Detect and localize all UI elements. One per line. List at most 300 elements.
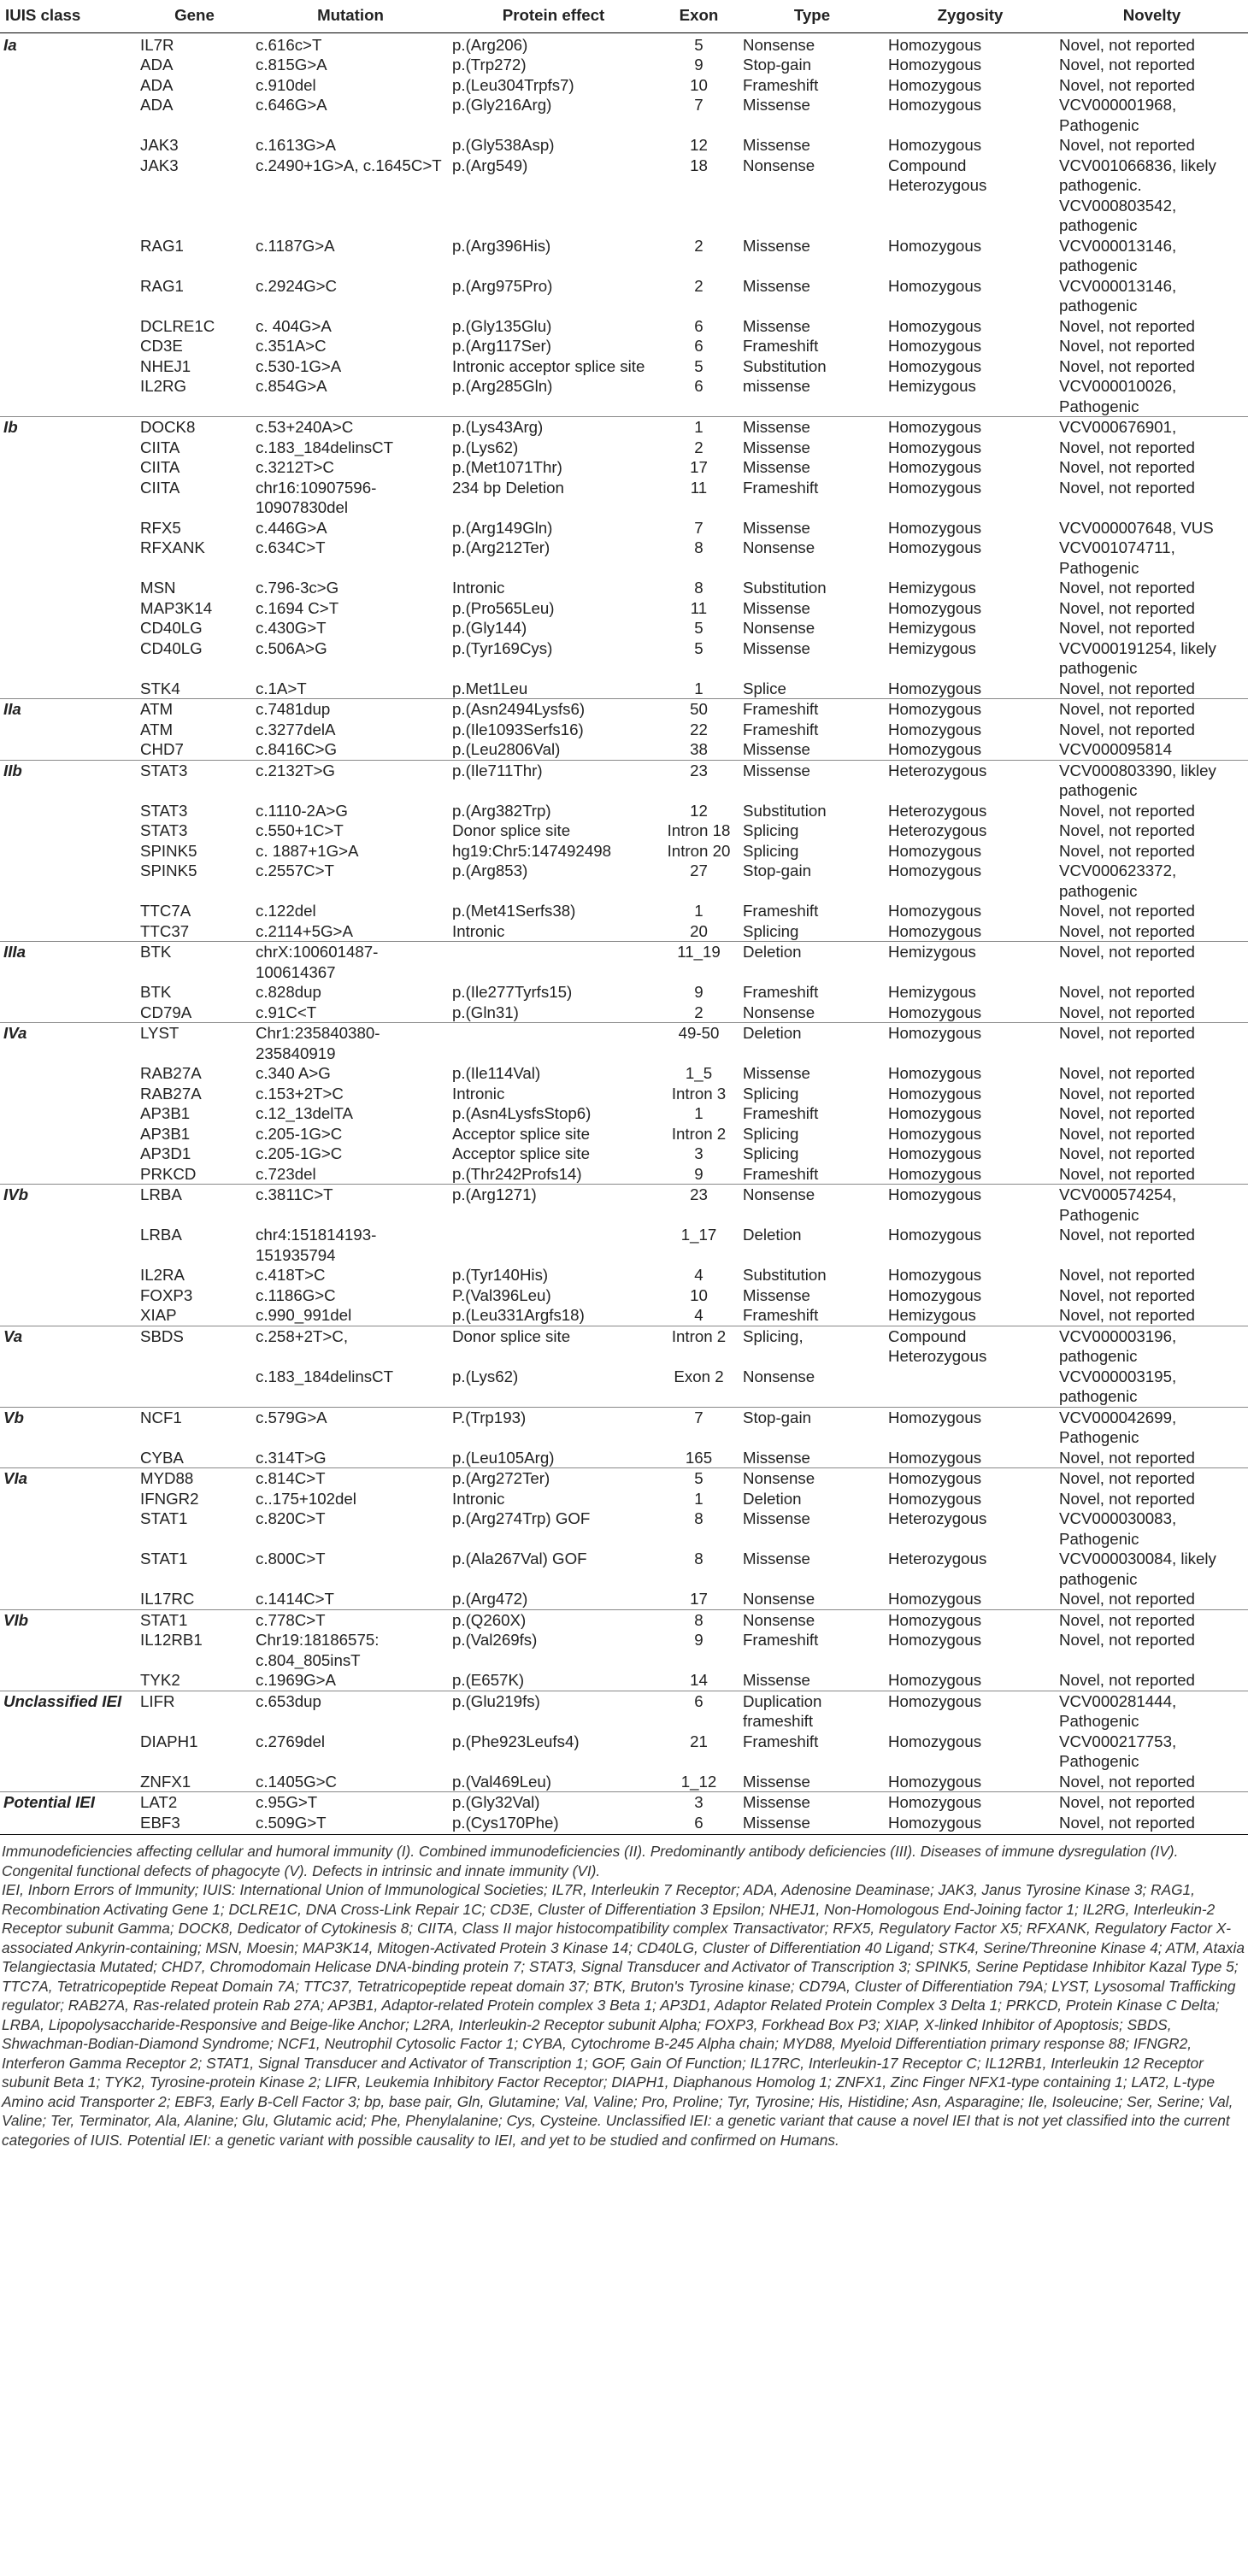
cell-zygosity: Compound Heterozygous	[885, 1326, 1056, 1367]
cell-iuis-class	[0, 1084, 137, 1104]
cell-exon: 22	[690, 720, 708, 738]
cell-novelty: Novel, not reported	[1056, 699, 1248, 720]
cell-gene: STAT3	[137, 760, 252, 801]
cell-gene: ADA	[140, 75, 174, 94]
cell-zygosity: Homozygous	[885, 1023, 1056, 1064]
cell-exon: 1	[694, 1104, 703, 1122]
cell-zygosity: Hemizygous	[888, 638, 976, 657]
table-row	[0, 1326, 1248, 1367]
cell-iuis-class	[0, 1549, 137, 1589]
cell-exon: 12	[690, 801, 708, 820]
table-row	[0, 1509, 1248, 1549]
cell-iuis-class	[0, 1124, 137, 1144]
cell-mutation: c.2557C>T	[256, 862, 334, 879]
cell-gene: CD40LG	[140, 619, 203, 637]
table-row	[0, 1630, 1248, 1670]
cell-mutation: c.3212T>C	[256, 458, 334, 476]
header-gene: Gene	[137, 0, 252, 32]
cell-mutation: c.990_991del	[256, 1306, 352, 1324]
cell-mutation: c.95G>T	[252, 1792, 449, 1813]
table-row	[0, 1549, 1248, 1589]
cell-type: Frameshift	[743, 1306, 819, 1324]
cell-type: Missense	[743, 458, 810, 476]
cell-gene: RAG1	[140, 236, 184, 255]
cell-protein-effect	[449, 942, 658, 983]
cell-zygosity: Hemizygous	[888, 1306, 976, 1324]
cell-mutation: c.646G>A	[256, 96, 327, 114]
cell-novelty: Novel, not reported	[1059, 821, 1195, 839]
cell-protein-effect: p.(Lys43Arg)	[449, 417, 658, 438]
cell-exon: 1	[694, 679, 703, 697]
cell-exon: 9	[694, 983, 703, 1001]
cell-mutation: c.8416C>G	[256, 740, 338, 758]
cell-novelty: VCV000003195, pathogenic	[1059, 1367, 1177, 1405]
cell-mutation: c.800C>T	[256, 1550, 326, 1567]
table-row	[0, 841, 1248, 862]
cell-type: Nonsense	[743, 35, 815, 54]
table-row	[0, 55, 1248, 75]
cell-iuis-class	[0, 1265, 137, 1285]
table-row	[0, 518, 1248, 538]
cell-novelty: VCV000030083, Pathogenic	[1059, 1509, 1177, 1548]
cell-gene: TYK2	[140, 1671, 180, 1689]
cell-gene: STK4	[140, 679, 180, 697]
cell-protein-effect: p.(Gly135Glu)	[452, 316, 552, 335]
cell-novelty: Novel, not reported	[1059, 136, 1195, 154]
cell-zygosity	[885, 1367, 1056, 1408]
cell-iuis-class: IVb	[0, 1185, 137, 1226]
cell-zygosity: Homozygous	[888, 438, 982, 456]
cell-protein-effect: Donor splice site	[452, 821, 571, 839]
cell-gene: DCLRE1C	[140, 316, 215, 335]
cell-mutation: c.1186G>C	[256, 1285, 336, 1304]
cell-novelty: Novel, not reported	[1059, 579, 1195, 597]
cell-novelty: Novel, not reported	[1056, 1023, 1248, 1064]
cell-zygosity: Homozygous	[888, 538, 982, 556]
cell-protein-effect: p.(Lys62)	[452, 438, 519, 456]
cell-type: Frameshift	[743, 1104, 819, 1122]
cell-exon: 5	[694, 35, 703, 54]
cell-novelty: Novel, not reported	[1059, 35, 1195, 54]
cell-protein-effect: p.(Ile711Thr)	[449, 760, 658, 801]
cell-type: Splicing	[743, 821, 799, 839]
cell-iuis-class	[0, 1732, 137, 1772]
table-row	[0, 598, 1248, 619]
cell-zygosity: Homozygous	[888, 458, 982, 476]
cell-mutation: c.854G>A	[256, 377, 327, 395]
cell-mutation: c.634C>T	[256, 538, 326, 556]
cell-exon: 27	[690, 862, 708, 879]
cell-zygosity: Homozygous	[888, 720, 982, 738]
cell-iuis-class	[0, 739, 137, 760]
cell-protein-effect: Intronic acceptor splice site	[452, 356, 645, 375]
cell-type: Nonsense	[739, 1468, 885, 1489]
cell-type: Substitution	[743, 579, 827, 597]
table-footnotes	[0, 1835, 1248, 2150]
cell-type: Missense	[743, 598, 810, 617]
cell-novelty: VCV000001968, Pathogenic	[1059, 96, 1177, 134]
cell-novelty: VCV000623372, pathogenic	[1059, 862, 1177, 900]
cell-iuis-class	[0, 156, 137, 236]
footnote-abbreviations: IEI, Inborn Errors of Immunity; IUIS: International Union of Immunological Societies; IL7R, Interleukin 7 Receptor; ADA, Adenosine Deaminase; JAK3, Janus Tyrosine Kinase 3; RAG1, Recombination Activating Gene 1; DCLRE1C, DNA Cross-Link Repair 1C; CD3E, Cluster of Differentiation 3 Epsilon; NHEJ1, Non-Homologous End-Joining factor 1; IL2RG, Interleukin-2 Receptor subunit Gamma; DOCK8, Dedicator of Cytokinesis 8; CIITA, Class II major histocompatibility complex Transactivator; RFX5, Regulatory Factor X5; RFXANK, Regulatory Factor X-associated Ankyrin-containing; MSN, Moesin; MAP3K14, Mitogen-Activated Protein 3 Kinase 14; CD40LG, Cluster of Differentiation 40 Ligand; STK4, Serine/Threonine Kinase 4; ATM, Ataxia Telangiectasia Mutated; CHD7, Chromodomain Helicase DNA-binding protein 7; STAT3, Signal Transducer and Activator of Transcription 3; SPINK5, Serine Peptidase Inhibitor Kazal Type 5; TTC7A, Tetratricopeptide Repeat Domain 7A; TTC37, Tetratricopeptide repeat domain 37; BTK, Bruton's Tyrosine kinase; CD79A, Cluster of Differentiation 79A; LYST, Lysosomal Trafficking regulator; RAB27A, Ras-related protein Rab 27A; AP3B1, Adaptor-related Protein complex 3 Beta 1; AP3D1, Adaptor Related Protein Complex 3 Delta 1; PRKCD, Protein Kinase C Delta; LRBA, Lipopolysaccharide-Responsive and Beige-like Anchor; L2RA, Interleukin-2 Receptor subunit Alpha; FOXP3, Forkhead Box P3; XIAP, X-linked Inhibitor of Apoptosis; SBDS, Shwachman-Bodian-Diamond Syndrome; NCF1, Neutrophil Cytosolic Factor 1; CYBA, Cytochrome B-245 Alpha chain; MYD88, Myeloid Differentiation primary response 88; IFNGR2, Interferon Gamma Receptor 2; STAT1, Signal Transducer and Activator of Transcription 1; GOF, Gain Of Function; IL17RC, Interleukin-17 Receptor C; IL12RB1, Interleukin 12 Receptor subunit Beta 1; TYK2, Tyrosine-protein Kinase 2; LIFR, Leukemia Inhibitory Factor Receptor; DIAPH1, Diaphanous Homolog 1; ZNFX1, Zinc Finger NFX1-type containing 1; LAT2, L-type Amino acid Transporter 2; EBF3, Early B-Cell Factor 3; bp, base pair, Gln, Glutamine; Val, Valine; Pro, Proline; Tyr, Tyrosine; His, Histidine; Asn, Asparagine; Ile, Isoleucine; Ser, Serine; Val, Valine; Ter, Terminator, Ala, Alanine; Glu, Glutamic acid; Phe, Phenylalanine; Cys, Cysteine. Unclassified IEI: a genetic variant that cause a novel IEI that is not yet classified into the current categories of IUIS. Potential IEI: a genetic variant with possible causality to IEI, and yet to be studied and confirmed on Humans.	[2, 1881, 1245, 2149]
cell-novelty: VCV000217753, Pathogenic	[1059, 1732, 1177, 1770]
cell-novelty: Novel, not reported	[1056, 1609, 1248, 1630]
cell-zygosity: Homozygous	[888, 518, 982, 537]
table-row	[0, 578, 1248, 598]
cell-zygosity: Homozygous	[888, 740, 982, 758]
cell-mutation: c.796-3c>G	[256, 579, 339, 597]
cell-protein-effect: p.(Gly216Arg)	[452, 96, 552, 114]
cell-zygosity: Homozygous	[888, 75, 982, 94]
cell-zygosity: Homozygous	[885, 1609, 1056, 1630]
cell-protein-effect: p.(Tyr169Cys)	[452, 638, 553, 657]
cell-zygosity: Homozygous	[888, 862, 982, 879]
cell-type: Deletion	[743, 1489, 802, 1508]
cell-zygosity: Homozygous	[888, 902, 982, 920]
cell-protein-effect: p.(Arg396His)	[452, 236, 551, 255]
cell-zygosity: Homozygous	[888, 1671, 982, 1689]
table-body	[0, 32, 1248, 1835]
cell-type: Nonsense	[743, 538, 815, 556]
cell-iuis-class	[0, 1509, 137, 1549]
cell-zygosity: Homozygous	[888, 1003, 982, 1021]
cell-iuis-class	[0, 982, 137, 1003]
table-row	[0, 1489, 1248, 1509]
cell-protein-effect: p.(Arg1271)	[449, 1185, 658, 1226]
cell-iuis-class	[0, 1589, 137, 1609]
cell-exon: 14	[690, 1671, 708, 1689]
cell-protein-effect: p.(Pro565Leu)	[452, 598, 555, 617]
cell-protein-effect: p.(Arg549)	[452, 156, 528, 174]
cell-zygosity: Homozygous	[885, 1468, 1056, 1489]
table-row	[0, 276, 1248, 316]
table-row	[0, 1265, 1248, 1285]
cell-novelty: Novel, not reported	[1059, 1489, 1195, 1508]
cell-gene: CIITA	[140, 478, 180, 497]
cell-gene: CD3E	[140, 337, 183, 355]
cell-exon: 2	[694, 1003, 703, 1021]
cell-protein-effect: P.(Val396Leu)	[452, 1285, 551, 1304]
cell-mutation: c.550+1C>T	[256, 821, 344, 839]
cell-gene: AP3B1	[140, 1124, 191, 1143]
table-row	[0, 1103, 1248, 1124]
cell-gene: TTC37	[140, 921, 190, 940]
table-row	[0, 720, 1248, 740]
table-row	[0, 1772, 1248, 1792]
cell-iuis-class	[0, 376, 137, 417]
cell-exon: 6	[694, 377, 703, 395]
cell-gene	[137, 1367, 252, 1408]
cell-novelty: Novel, not reported	[1059, 1306, 1195, 1324]
cell-protein-effect: p.(Arg853)	[452, 862, 528, 879]
cell-mutation: c.815G>A	[256, 56, 327, 74]
cell-exon: 1_17	[680, 1226, 717, 1244]
cell-protein-effect: p.(Leu2806Val)	[452, 740, 561, 758]
cell-zygosity: Homozygous	[888, 1489, 982, 1508]
cell-novelty: Novel, not reported	[1059, 356, 1195, 375]
cell-novelty: Novel, not reported	[1059, 801, 1195, 820]
cell-novelty: Novel, not reported	[1059, 983, 1195, 1001]
cell-novelty: VCV000191254, likely pathogenic	[1059, 638, 1216, 677]
table-row	[0, 942, 1248, 983]
cell-zygosity: Homozygous	[888, 598, 982, 617]
table-row	[0, 1589, 1248, 1609]
cell-protein-effect: p.(Arg149Gln)	[452, 518, 553, 537]
cell-iuis-class: IIIa	[0, 942, 137, 983]
cell-protein-effect: p.(Met41Serfs38)	[452, 902, 576, 920]
cell-zygosity: Hemizygous	[885, 942, 1056, 983]
cell-protein-effect: p.(Leu105Arg)	[452, 1448, 555, 1467]
cell-exon: 38	[690, 740, 708, 758]
cell-novelty: Novel, not reported	[1059, 316, 1195, 335]
cell-iuis-class: IVa	[0, 1023, 137, 1064]
cell-novelty: VCV000095814	[1059, 740, 1172, 758]
cell-protein-effect: p.(Arg212Ter)	[452, 538, 550, 556]
cell-type: Deletion	[739, 1023, 885, 1064]
cell-gene: FOXP3	[140, 1285, 193, 1304]
cell-iuis-class	[0, 638, 137, 679]
cell-exon: 5	[694, 638, 703, 657]
cell-type: Substitution	[743, 801, 827, 820]
cell-mutation: c. 404G>A	[256, 316, 332, 335]
table-row	[0, 699, 1248, 720]
cell-exon: 8	[694, 579, 703, 597]
cell-novelty: Novel, not reported	[1059, 56, 1195, 74]
cell-zygosity: Homozygous	[888, 1104, 982, 1122]
cell-exon: Intron 2	[658, 1326, 739, 1367]
cell-mutation: c.2924G>C	[256, 276, 338, 295]
cell-protein-effect: p.(Q260X)	[449, 1609, 658, 1630]
cell-exon: Intron 18	[667, 821, 731, 839]
cell-zygosity: Homozygous	[888, 1124, 982, 1143]
cell-zygosity: Homozygous	[888, 337, 982, 355]
cell-gene: IL2RA	[140, 1266, 185, 1284]
cell-protein-effect: p.Met1Leu	[452, 679, 528, 697]
cell-gene: LIFR	[137, 1691, 252, 1732]
cell-novelty: Novel, not reported	[1059, 720, 1195, 738]
cell-gene: MAP3K14	[140, 598, 213, 617]
cell-novelty: Novel, not reported	[1059, 458, 1195, 476]
cell-mutation: c.2114+5G>A	[256, 921, 353, 940]
cell-protein-effect: p.(Met1071Thr)	[452, 458, 562, 476]
cell-novelty: Novel, not reported	[1059, 1631, 1195, 1649]
table-row	[0, 538, 1248, 578]
cell-zygosity: Homozygous	[888, 1226, 982, 1244]
cell-novelty: Novel, not reported	[1059, 1124, 1195, 1143]
cell-protein-effect: hg19:Chr5:147492498	[452, 841, 611, 860]
cell-iuis-class	[0, 316, 137, 337]
cell-gene: IL7R	[140, 35, 174, 54]
cell-mutation: c.1613G>A	[256, 136, 337, 154]
cell-protein-effect: Intronic	[452, 579, 505, 597]
cell-gene: NCF1	[137, 1407, 252, 1448]
cell-type: Splicing,	[739, 1326, 885, 1367]
cell-zygosity: Homozygous	[888, 35, 982, 54]
cell-iuis-class	[0, 1489, 137, 1509]
cell-zygosity: Homozygous	[888, 921, 982, 940]
cell-novelty: VCV000803390, likley pathogenic	[1056, 760, 1248, 801]
cell-mutation: c.509G>T	[252, 1813, 449, 1835]
cell-iuis-class	[0, 1670, 137, 1691]
cell-iuis-class	[0, 236, 137, 276]
cell-novelty: VCV001074711, Pathogenic	[1059, 538, 1175, 577]
cell-type: Frameshift	[743, 1164, 819, 1183]
cell-gene: IL12RB1	[140, 1631, 203, 1649]
header-mutation: Mutation	[252, 0, 449, 32]
cell-type: Splicing	[743, 921, 799, 940]
cell-gene: NHEJ1	[140, 356, 191, 375]
table-row	[0, 316, 1248, 337]
cell-gene: RAB27A	[140, 1084, 202, 1103]
cell-mutation: c.3277delA	[256, 720, 336, 738]
cell-zygosity: Homozygous	[888, 1772, 982, 1791]
cell-gene: STAT1	[140, 1509, 188, 1527]
cell-type: Frameshift	[743, 902, 819, 920]
cell-gene: MSN	[140, 579, 176, 597]
cell-novelty: Novel, not reported	[1059, 679, 1195, 697]
cell-type: Missense	[743, 96, 810, 114]
cell-protein-effect: p.(Gln31)	[452, 1003, 519, 1021]
cell-protein-effect: p.(Ala267Val) GOF	[452, 1550, 587, 1567]
footnote-classes: Immunodeficiencies affecting cellular and humoral immunity (I). Combined immunodeficiencies (II). Predominantly antibody deficiencies (III). Diseases of immune dysregulation (IV). Congenital functional defects of phagocyte (V). Defects in intrinsic and innate immunity (VI).	[2, 1843, 1179, 1879]
cell-iuis-class	[0, 820, 137, 841]
table-row	[0, 618, 1248, 638]
cell-novelty: Novel, not reported	[1056, 942, 1248, 983]
cell-gene: CHD7	[140, 740, 184, 758]
cell-zygosity: Homozygous	[888, 1064, 982, 1082]
cell-gene: LRBA	[137, 1185, 252, 1226]
cell-novelty: VCV000013146, pathogenic	[1059, 276, 1177, 315]
cell-iuis-class	[0, 1813, 137, 1835]
cell-gene: STAT1	[137, 1609, 252, 1630]
cell-mutation: chrX:100601487-100614367	[252, 942, 449, 983]
cell-zygosity: Homozygous	[888, 236, 982, 255]
cell-type: Missense	[743, 136, 810, 154]
cell-novelty: VCV001066836, likely pathogenic. VCV000803542, pathogenic	[1059, 156, 1216, 234]
cell-protein-effect: p.(Tyr140His)	[452, 1266, 549, 1284]
table-row	[0, 457, 1248, 478]
cell-mutation: chr16:10907596-10907830del	[256, 478, 377, 516]
cell-protein-effect: p.(Gly144)	[452, 619, 527, 637]
cell-novelty: Novel, not reported	[1059, 438, 1195, 456]
table-row	[0, 1164, 1248, 1185]
cell-mutation: c.258+2T>C,	[252, 1326, 449, 1367]
cell-type: Missense	[743, 1448, 810, 1467]
cell-exon: 8	[694, 1550, 703, 1567]
cell-iuis-class	[0, 1103, 137, 1124]
cell-iuis-class: IIb	[0, 760, 137, 801]
cell-type: Missense	[739, 1792, 885, 1813]
cell-mutation: Chr19:18186575: c.804_805insT	[256, 1631, 380, 1669]
cell-novelty: Novel, not reported	[1059, 337, 1195, 355]
cell-type: Missense	[743, 1671, 810, 1689]
cell-iuis-class: Ib	[0, 417, 137, 438]
header-row	[0, 0, 1248, 32]
table-row	[0, 376, 1248, 417]
cell-mutation: Chr1:235840380-235840919	[252, 1023, 449, 1064]
cell-type: Substitution	[743, 1266, 827, 1284]
cell-protein-effect: Acceptor splice site	[452, 1144, 590, 1162]
table-row	[0, 1670, 1248, 1691]
cell-iuis-class	[0, 276, 137, 316]
cell-protein-effect: p.(Arg117Ser)	[452, 337, 551, 355]
cell-exon: 3	[658, 1792, 739, 1813]
cell-iuis-class	[0, 538, 137, 578]
cell-type: Stop-gain	[739, 1407, 885, 1448]
cell-gene: SBDS	[137, 1326, 252, 1367]
cell-novelty: Novel, not reported	[1059, 75, 1195, 94]
cell-protein-effect: Donor splice site	[449, 1326, 658, 1367]
cell-exon: 5	[694, 619, 703, 637]
cell-type: Stop-gain	[743, 862, 811, 879]
cell-zygosity: Homozygous	[888, 1448, 982, 1467]
cell-novelty: VCV000013146, pathogenic	[1059, 236, 1177, 274]
cell-mutation: c.1110-2A>G	[256, 801, 348, 820]
table-row	[0, 760, 1248, 801]
cell-iuis-class: Va	[0, 1326, 137, 1367]
table-row	[0, 1124, 1248, 1144]
cell-exon: 10	[690, 75, 708, 94]
cell-novelty: Novel, not reported	[1059, 1164, 1195, 1183]
cell-exon: 6	[694, 337, 703, 355]
cell-gene: STAT3	[140, 801, 188, 820]
cell-exon: 5	[658, 1468, 739, 1489]
cell-iuis-class	[0, 55, 137, 75]
cell-type: Missense	[743, 276, 810, 295]
table-row	[0, 982, 1248, 1003]
cell-gene: XIAP	[140, 1306, 177, 1324]
cell-iuis-class: VIa	[0, 1468, 137, 1489]
cell-iuis-class	[0, 679, 137, 699]
cell-type: Splicing	[743, 1084, 799, 1103]
cell-iuis-class: VIb	[0, 1609, 137, 1630]
cell-mutation: c.418T>C	[256, 1266, 326, 1284]
cell-zygosity: Homozygous	[885, 1407, 1056, 1448]
cell-type: Frameshift	[739, 699, 885, 720]
table-row	[0, 1305, 1248, 1326]
cell-gene: LRBA	[140, 1226, 182, 1244]
cell-type: Splicing	[743, 1124, 799, 1143]
cell-iuis-class	[0, 135, 137, 156]
cell-gene: CIITA	[140, 458, 180, 476]
cell-gene: ADA	[140, 96, 174, 114]
cell-zygosity: Homozygous	[888, 56, 982, 74]
cell-mutation: c.2490+1G>A, c.1645C>T	[256, 156, 442, 174]
cell-mutation: c.1187G>A	[256, 236, 335, 255]
cell-iuis-class: Potential IEI	[0, 1792, 137, 1813]
cell-mutation: c.91C<T	[256, 1003, 317, 1021]
cell-exon: 3	[694, 1144, 703, 1162]
cell-type: Deletion	[739, 942, 885, 983]
cell-zygosity: Homozygous	[888, 1285, 982, 1304]
cell-exon: 1	[694, 1489, 703, 1508]
cell-protein-effect: p.(Ile114Val)	[452, 1064, 541, 1082]
cell-exon: Intron 20	[667, 841, 731, 860]
cell-exon: 50	[658, 699, 739, 720]
cell-zygosity: Homozygous	[888, 478, 982, 497]
cell-protein-effect: Intronic	[452, 921, 505, 940]
cell-novelty: VCV000003196, pathogenic	[1056, 1326, 1248, 1367]
cell-gene: AP3D1	[140, 1144, 191, 1162]
cell-type: Missense	[739, 1813, 885, 1835]
cell-zygosity: Hemizygous	[888, 579, 976, 597]
cell-exon: 165	[685, 1448, 713, 1467]
cell-protein-effect: p.(Gly538Asp)	[452, 136, 555, 154]
cell-exon: 7	[694, 96, 703, 114]
table-row	[0, 1023, 1248, 1064]
cell-novelty: VCV000281444, Pathogenic	[1056, 1691, 1248, 1732]
table-row	[0, 921, 1248, 942]
